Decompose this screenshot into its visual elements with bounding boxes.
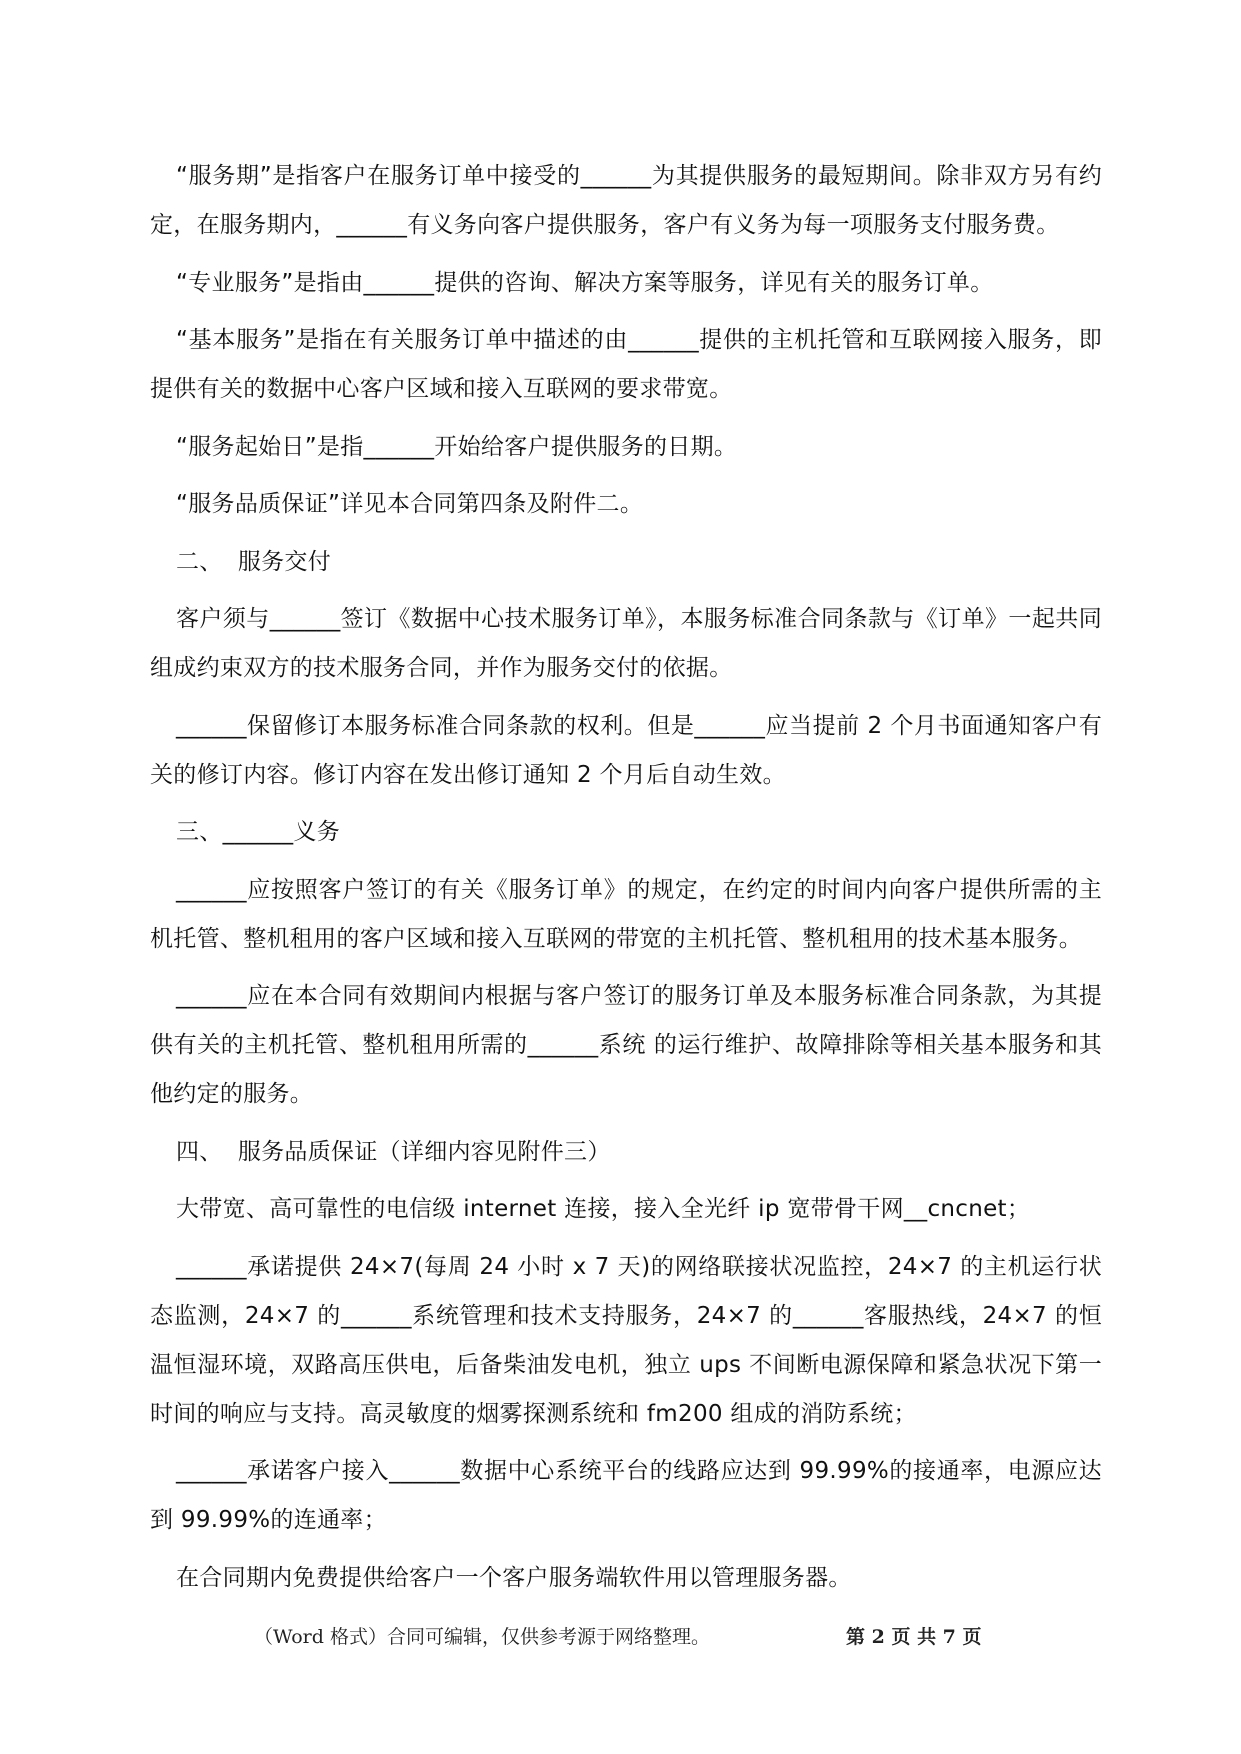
quality-paragraph-3: ______承诺客户接入______数据中心系统平台的线路应达到 99.99%的接通率，电源应达到 99.99%的连通率；	[150, 1458, 1102, 1533]
document-body	[150, 152, 1102, 1611]
quality-paragraph-2: ______承诺提供 24×7(每周 24 小时 x 7 天)的网络联接状况监控，24×7 的主机运行状态监测，24×7 的______系统管理和技术支持服务，24×7 的______客服热线，24×7 的恒温恒湿环境，双路高压供电，后备柴油发电机，独立 ups 不间断电源保障和紧急状况下第一时间的响应与支持。高灵敏度的烟雾探测系统和 fm200 组成的消防系统；	[150, 1253, 1102, 1427]
page-number: 第 2 页 共 7 页	[846, 1626, 982, 1648]
section-heading-obligations: 三、______义务	[176, 819, 340, 845]
delivery-paragraph-1: 客户须与______签订《数据中心技术服务订单》，本服务标准合同条款与《订单》一起共同组成约束双方的技术服务合同，并作为服务交付的依据。	[150, 606, 1102, 681]
definition-service-start-date: “服务起始日”是指______开始给客户提供服务的日期。	[176, 433, 738, 460]
section-heading-delivery: 二、 服务交付	[176, 548, 332, 575]
definition-service-quality: “服务品质保证”详见本合同第四条及附件二。	[176, 491, 644, 517]
quality-paragraph-1: 大带宽、高可靠性的电信级 internet 连接，接入全光纤 ip 宽带骨干网__cncnet；	[176, 1196, 1031, 1222]
delivery-paragraph-2: ______保留修订本服务标准合同条款的权利。但是______应当提前 2 个月书面通知客户有关的修订内容。修订内容在发出修订通知 2 个月后自动生效。	[150, 712, 1102, 788]
quality-paragraph-4: 在合同期内免费提供给客户一个客户服务端软件用以管理服务器。	[176, 1564, 852, 1591]
obligations-paragraph-1: ______应按照客户签订的有关《服务订单》的规定，在约定的时间内向客户提供所需的主机托管、整机租用的客户区域和接入互联网的带宽的主机托管、整机租用的技术基本服务。	[150, 876, 1102, 952]
footer-note: （Word 格式）合同可编辑，仅供参考源于网络整理。	[254, 1626, 710, 1648]
definition-basic-service: “基本服务”是指在有关服务订单中描述的由______提供的主机托管和互联网接入服务，即提供有关的数据中心客户区域和接入互联网的要求带宽。	[150, 327, 1102, 402]
definition-professional-service: “专业服务”是指由______提供的咨询、解决方案等服务，详见有关的服务订单。	[176, 269, 994, 296]
obligations-paragraph-2: ______应在本合同有效期间内根据与客户签订的服务订单及本服务标准合同条款，为其提供有关的主机托管、整机租用所需的______系统 的运行维护、故障排除等相关基本服务和其他约定的服务。	[150, 983, 1102, 1107]
definition-service-period: “服务期”是指客户在服务订单中接受的______为其提供服务的最短期间。除非双方另有约定，在服务期内，______有义务向客户提供服务，客户有义务为每一项服务支付服务费。	[150, 163, 1102, 238]
section-heading-quality: 四、 服务品质保证（详细内容见附件三）	[176, 1138, 611, 1165]
